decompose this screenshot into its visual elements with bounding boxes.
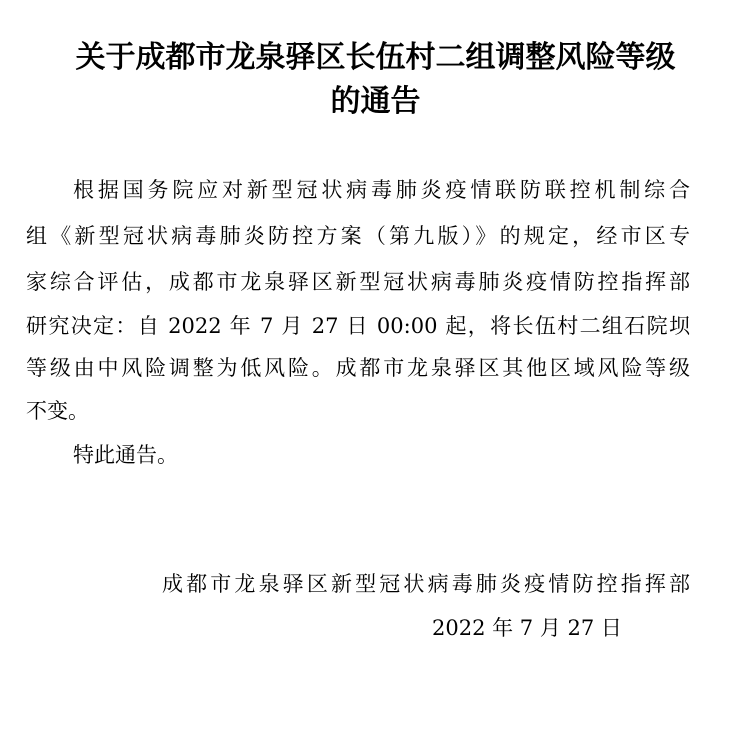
body-line-3: 家综合评估，成都市龙泉驿区新型冠状病毒肺炎疫情防控指挥部: [26, 270, 690, 294]
body-line-4: 研究决定：自 2022 年 7 月 27 日 00:00 起，将长伍村二组石院坝: [26, 314, 690, 338]
closing-line: 特此通告。: [73, 443, 178, 467]
body-line-5: 等级由中风险调整为低风险。成都市龙泉驿区其他区域风险等级: [26, 356, 690, 380]
body-line-6: 不变。: [26, 399, 89, 423]
body-line-1: 根据国务院应对新型冠状病毒肺炎疫情联防联控机制综合: [73, 178, 690, 202]
signature-date: 2022 年 7 月 27 日: [432, 616, 622, 640]
body-line-2: 组《新型冠状病毒肺炎防控方案（第九版）》的规定，经市区专: [26, 224, 690, 248]
notice-title-line-2: 的通告: [330, 84, 421, 119]
notice-title-line-1: 关于成都市龙泉驿区长伍村二组调整风险等级: [75, 40, 676, 75]
signature-organization: 成都市龙泉驿区新型冠状病毒肺炎疫情防控指挥部: [162, 572, 690, 596]
